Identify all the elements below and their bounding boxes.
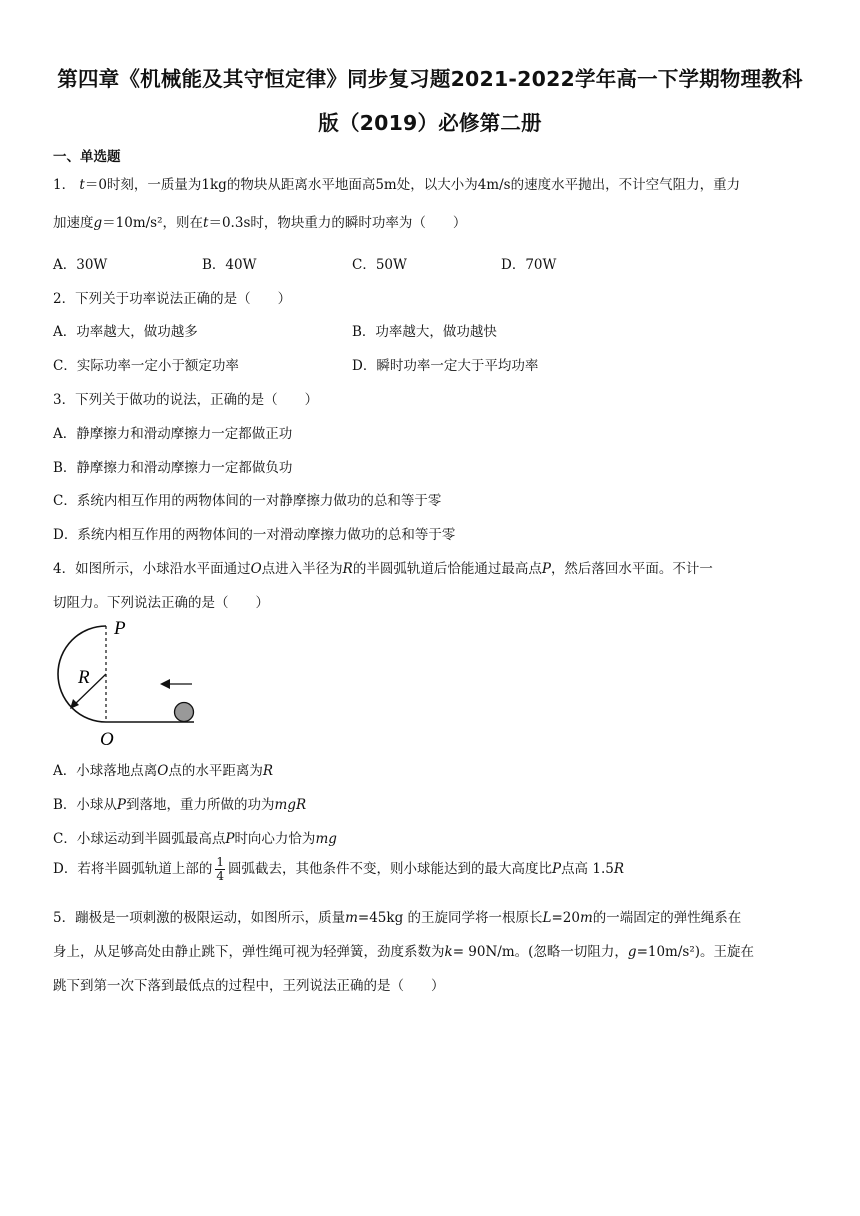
q4-var-P: P [225, 831, 235, 847]
document-title-line1: 第四章《机械能及其守恒定律》同步复习题2021-2022学年高一下学期物理教科 [57, 67, 803, 91]
q4-text: D．若将半圆弧轨道上部的 [53, 861, 213, 877]
q4-text: 到落地，重力所做的功为 [126, 797, 275, 813]
q1-stem-line1 [53, 173, 740, 193]
q4-stem-line2: 切阻力。下列说法正确的是（ ） [53, 595, 269, 611]
q4-text: 4．如图所示，小球沿水平面通过 [53, 561, 251, 577]
label-P: P [114, 618, 126, 639]
fraction-denominator: 4 [216, 869, 224, 883]
q4-text: 点的水平距离为 [168, 763, 263, 779]
section-heading: 一、单选题 [53, 149, 121, 165]
q5-text: 身上，从足够高处由静止跳下，弹性绳可视为轻弹簧，劲度系数为 [53, 944, 445, 960]
q4-var-P: P [116, 797, 127, 813]
q3-stem: 3．下列关于做功的说法，正确的是（ ） [53, 392, 319, 408]
q4-var-O: O [157, 763, 169, 779]
q3-option-a: A．静摩擦力和滑动摩擦力一定都做正功 [53, 426, 293, 442]
label-O: O [100, 729, 114, 750]
q4-var-R: R [613, 861, 624, 877]
q4-text: ，然后落回水平面。不计一 [550, 561, 713, 577]
q1-text: ，则在 [162, 215, 204, 231]
q1-option-c: C．50W [352, 257, 407, 273]
q5-unit-m: m [579, 910, 593, 926]
q1-text: ＝0时刻，一质量为1kg的物块从距离水平地面高5m处，以大小为4m/s的速度水平抛出，不计空气阻力，重力 [84, 177, 741, 193]
q2-option-c: C．实际功率一定小于额定功率 [53, 358, 239, 374]
label-R: R [78, 667, 90, 688]
q3-option-c: C．系统内相互作用的两物体间的一对静摩擦力做功的总和等于零 [53, 493, 442, 509]
q1-text: 1． [53, 177, 76, 193]
q5-text: =20 [551, 910, 580, 926]
q1-var-t: t [79, 177, 85, 193]
q5-var-L: L [542, 910, 552, 926]
q1-text: 加速度 [53, 215, 94, 231]
q5-text: 的一端固定的弹性绳系在 [592, 910, 742, 926]
q5-var-k: k [444, 944, 453, 960]
q4-option-b [53, 793, 306, 813]
fraction-numerator: 1 [216, 855, 224, 869]
semicircle-track-figure [50, 612, 210, 752]
q1-var-t: t [203, 215, 209, 231]
q4-var-O: O [250, 561, 262, 577]
q2-option-a: A．功率越大，做功越多 [53, 324, 198, 340]
q4-text: 点进入半径为 [261, 561, 343, 577]
q1-text: ＝10m/s² [102, 215, 163, 231]
q4-expr-mg: mg [315, 831, 337, 847]
q3-option-d: D．系统内相互作用的两物体间的一对滑动摩擦力做功的总和等于零 [53, 527, 456, 543]
q5-stem-line1 [53, 906, 741, 926]
q4-stem-line1 [53, 557, 713, 577]
q4-text: 圆弧截去，其他条件不变，则小球能达到的最大高度比 [227, 861, 552, 877]
q1-var-g: g [93, 215, 103, 231]
q4-var-R: R [262, 763, 273, 779]
q4-text: 时向心力恰为 [234, 831, 316, 847]
q4-text: 点高 1.5 [561, 861, 614, 877]
q1-stem-line2 [53, 211, 466, 231]
q2-option-b: B．功率越大，做功越快 [352, 324, 497, 340]
q1-option-b: B．40W [202, 257, 257, 273]
document-title-line2: 版（2019）必修第二册 [318, 111, 542, 135]
q4-expr-mgR: mgR [274, 797, 307, 813]
q5-text: 5．蹦极是一项刺激的极限运动，如图所示，质量 [53, 910, 346, 926]
q4-text: B．小球从 [53, 797, 117, 813]
q5-var-g: g [627, 944, 637, 960]
q2-stem: 2．下列关于功率说法正确的是（ ） [53, 291, 292, 307]
q1-text: ＝0.3s时，物块重力的瞬时功率为（ ） [208, 215, 467, 231]
q4-var-R: R [342, 561, 353, 577]
q1-option-a: A．30W [53, 257, 108, 273]
q4-text: C．小球运动到半圆弧最高点 [53, 831, 226, 847]
q4-var-P: P [551, 861, 562, 877]
q5-text: = 90N/m。(忽略一切阻力， [452, 944, 628, 960]
q4-option-d [53, 856, 624, 883]
q4-text: A．小球落地点离 [53, 763, 158, 779]
q1-option-d: D．70W [501, 257, 557, 273]
q5-stem-line2 [53, 940, 754, 960]
q4-option-a [53, 759, 273, 779]
q4-var-P: P [541, 561, 551, 577]
q4-text: 的半圆弧轨道后恰能通过最高点 [352, 561, 542, 577]
q4-option-c [53, 827, 337, 847]
fraction-one-quarter [215, 856, 225, 883]
ball [175, 703, 194, 722]
q5-var-m: m [345, 910, 358, 926]
q5-text: =45kg 的王旋同学将一根原长 [357, 910, 543, 926]
motion-arrowhead [160, 679, 170, 689]
radius-arrowhead [70, 699, 79, 709]
q2-option-d: D．瞬时功率一定大于平均功率 [352, 358, 539, 374]
q5-stem-line3: 跳下到第一次下落到最低点的过程中，王列说法正确的是（ ） [53, 978, 445, 994]
q3-option-b: B．静摩擦力和滑动摩擦力一定都做负功 [53, 460, 293, 476]
q5-text: =10m/s²)。王旋在 [636, 944, 755, 960]
